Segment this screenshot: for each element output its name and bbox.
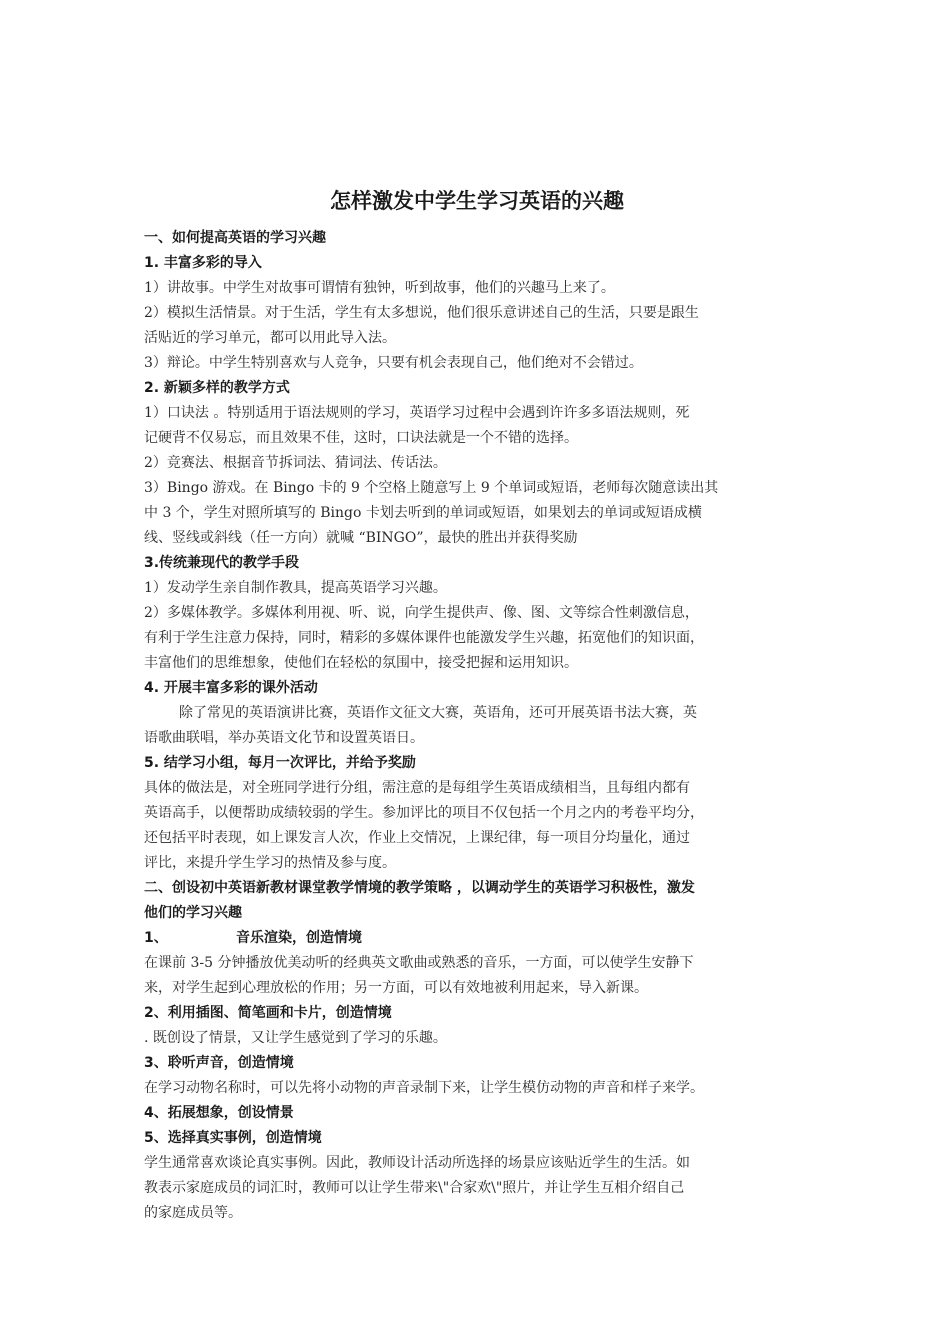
body-text-line: 丰富他们的思维想象，使他们在轻松的氛围中，接受把握和运用知识。 — [144, 655, 578, 671]
body-text-line: 还包括平时表现，如上课发言人次，作业上交情况，上课纪律，每一项目分均量化，通过 — [144, 830, 690, 846]
section-heading: 1. 丰富多彩的导入 — [144, 255, 262, 271]
body-text-line: 在课前 3-5 分钟播放优美动听的经典英文歌曲或熟悉的音乐，一方面，可以使学生安静下 — [144, 955, 694, 971]
section-heading: 二、创设初中英语新教材课堂教学情境的教学策略 ，以调动学生的英语学习积极性，激发 — [144, 880, 695, 896]
section-heading: 一、如何提高英语的学习兴趣 — [144, 230, 326, 246]
body-text-line: 教表示家庭成员的词汇时，教师可以让学生带来\"合家欢\"照片，并让学生互相介绍自己 — [144, 1180, 685, 1196]
body-text-line: 语歌曲联唱，举办英语文化节和设置英语日。 — [144, 730, 424, 746]
body-text-line: 2）多媒体教学。多媒体利用视、听、说，向学生提供声、像、图、文等综合性刺激信息， — [144, 605, 699, 621]
section-heading: 3.传统兼现代的教学手段 — [144, 555, 300, 571]
body-text-line: 1）发动学生亲自制作教具，提高英语学习兴趣。 — [144, 580, 447, 596]
body-text-line: 中 3 个，学生对照所填写的 Bingo 卡划去听到的单词或短语，如果划去的单词或短语成横 — [144, 505, 702, 521]
body-text-line: 除了常见的英语演讲比赛，英语作文征文大赛，英语角，还可开展英语书法大赛，英 — [179, 705, 697, 721]
body-text-line: 线、竖线或斜线（任一方向）就喊 “BINGO”，最快的胜出并获得奖励 — [144, 530, 578, 546]
body-text-line: 2）模拟生活情景。对于生活，学生有太多想说，他们很乐意讲述自己的生活，只要是跟生 — [144, 305, 699, 321]
body-text-line: 1）口诀法 。特别适用于语法规则的学习，英语学习过程中会遇到许许多多语法规则，死 — [144, 405, 690, 421]
body-text-line: 2）竞赛法、根据音节拆词法、猜词法、传话法。 — [144, 455, 447, 471]
section-heading: 1、 音乐渲染，创造情境 — [144, 930, 362, 946]
body-text-line: 活贴近的学习单元，都可以用此导入法。 — [144, 330, 396, 346]
section-heading: 他们的学习兴趣 — [144, 905, 242, 921]
body-text-line: 具体的做法是，对全班同学进行分组，需注意的是每组学生英语成绩相当，且每组内都有 — [144, 780, 690, 796]
body-text-line: 在学习动物名称时，可以先将小动物的声音录制下来，让学生模仿动物的声音和样子来学。 — [144, 1080, 704, 1096]
body-text-line: 有利于学生注意力保持，同时，精彩的多媒体课件也能激发学生兴趣，拓宽他们的知识面， — [144, 630, 704, 646]
body-text-line: 3）Bingo 游戏。在 Bingo 卡的 9 个空格上随意写上 9 个单词或短语，老师每次随意读出其 — [144, 480, 719, 496]
document-body — [144, 226, 810, 1226]
body-text-line: 的家庭成员等。 — [144, 1205, 242, 1221]
body-text-line: . 既创设了情景，又让学生感觉到了学习的乐趣。 — [144, 1030, 447, 1046]
body-text-line: 学生通常喜欢谈论真实事例。因此，教师设计活动所选择的场景应该贴近学生的生活。如 — [144, 1155, 690, 1171]
section-heading: 5、选择真实事例，创造情境 — [144, 1130, 322, 1146]
body-text-line: 1）讲故事。中学生对故事可谓情有独钟，听到故事，他们的兴趣马上来了。 — [144, 280, 615, 296]
section-heading: 5. 结学习小组，每月一次评比，并给予奖励 — [144, 755, 416, 771]
section-heading: 4. 开展丰富多彩的课外活动 — [144, 680, 318, 696]
section-heading: 3、聆听声音，创造情境 — [144, 1055, 294, 1071]
section-heading: 4、拓展想象，创设情景 — [144, 1105, 294, 1121]
body-text-line: 评比，来提升学生学习的热情及参与度。 — [144, 855, 396, 871]
section-heading: 2、利用插图、简笔画和卡片，创造情境 — [144, 1005, 392, 1021]
body-text-line: 来，对学生起到心理放松的作用；另一方面，可以有效地被利用起来，导入新课。 — [144, 980, 648, 996]
page-title: 怎样激发中学生学习英语的兴趣 — [330, 189, 624, 213]
body-text-line: 英语高手，以便帮助成绩较弱的学生。参加评比的项目不仅包括一个月之内的考卷平均分， — [144, 805, 704, 821]
body-text-line: 记硬背不仅易忘，而且效果不佳，这时，口诀法就是一个不错的选择。 — [144, 430, 578, 446]
body-text-line: 3）辩论。中学生特别喜欢与人竞争，只要有机会表现自己，他们绝对不会错过。 — [144, 355, 643, 371]
section-heading: 2. 新颖多样的教学方式 — [144, 380, 290, 396]
